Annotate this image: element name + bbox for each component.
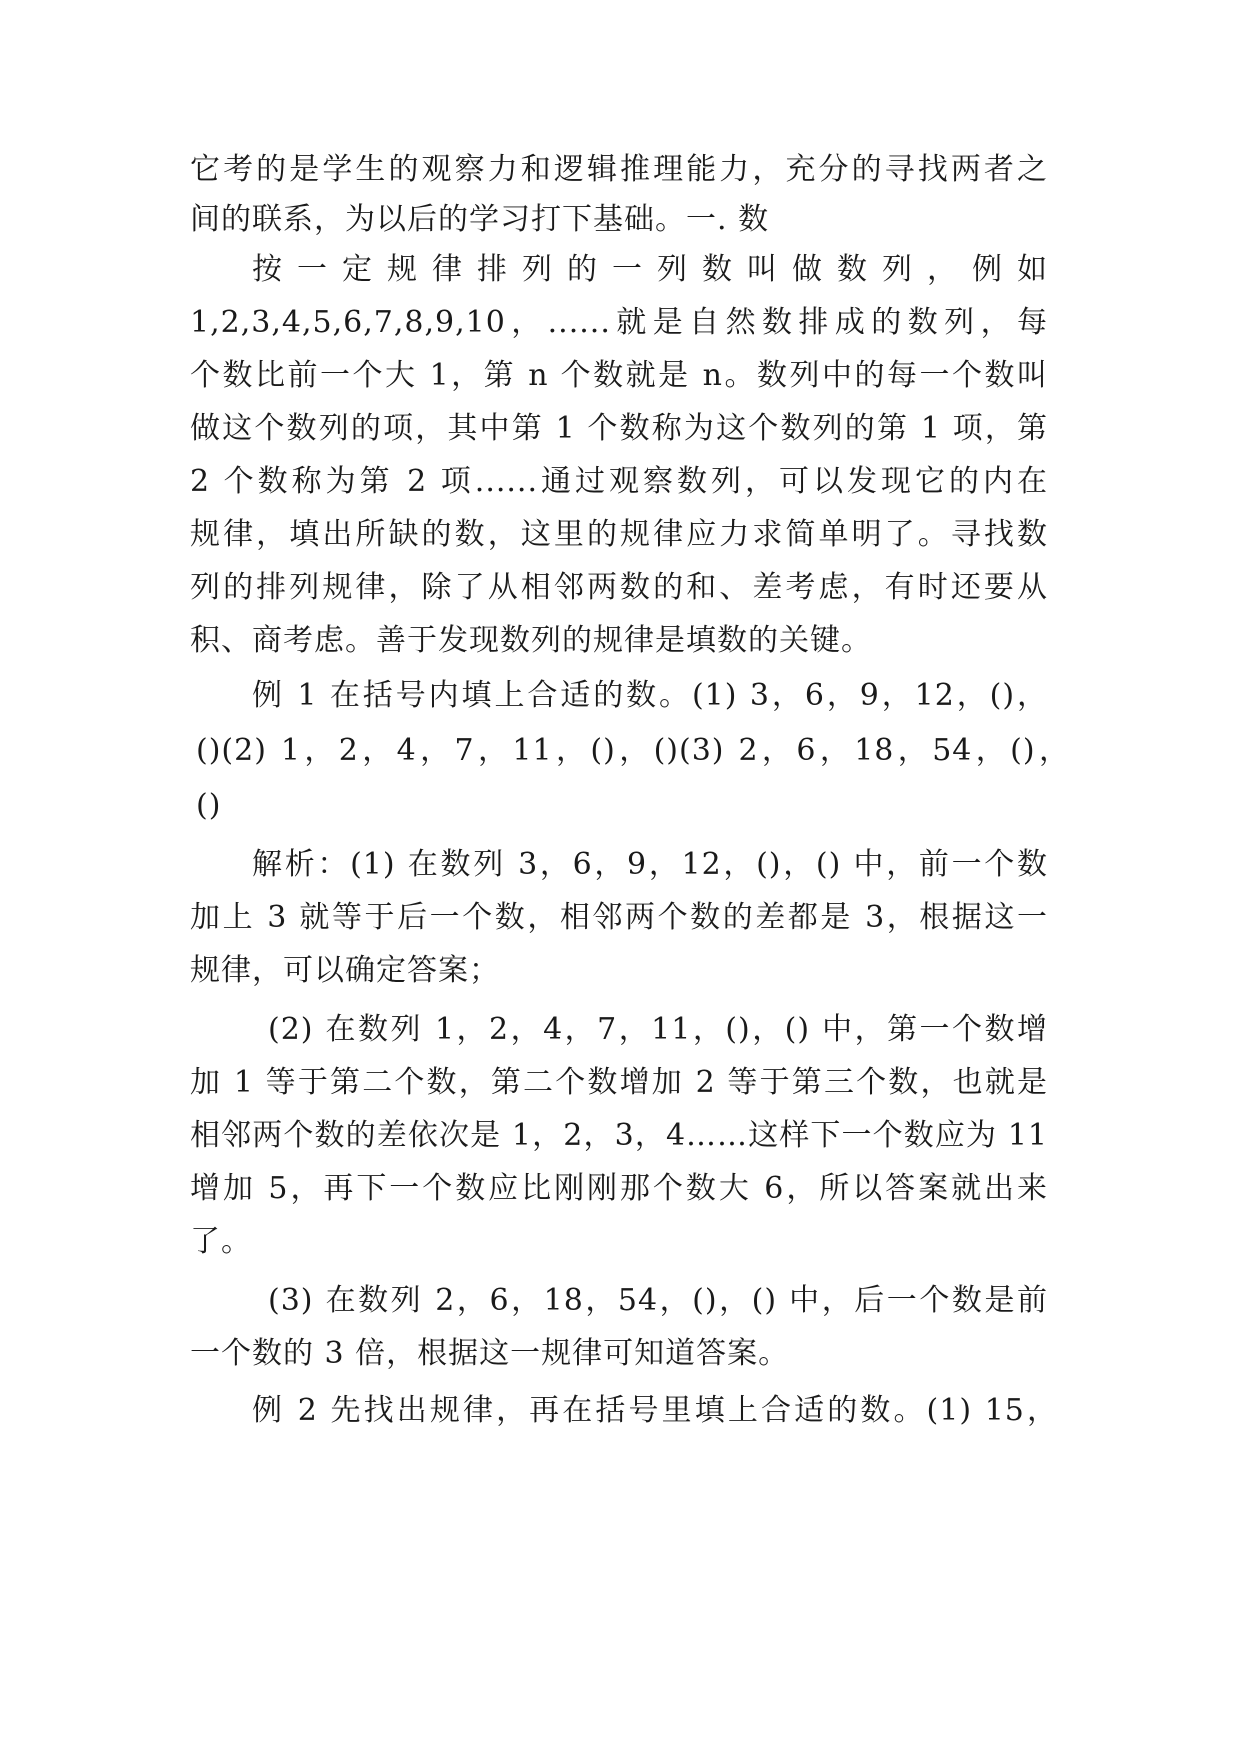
text-line: 一个数的 3 倍，根据这一规律可知道答案。 [190,1336,790,1371]
text-line: (3) 在数列 2，6，18，54，()，() 中，后一个数是前 [268,1283,1048,1318]
analysis-heading: 解析：(1) 在数列 3，6，9，12，()，() 中，前一个数 [252,847,1048,882]
text-line: 1,2,3,4,5,6,7,8,9,10，......就是自然数排成的数列，每 [190,305,1048,340]
text-line: 加上 3 就等于后一个数，相邻两个数的差都是 3，根据这一 [190,900,1048,935]
example-heading: 例 1 在括号内填上合适的数。(1) 3，6，9，12，()， [252,678,1048,713]
text-line: 积、商考虑。善于发现数列的规律是填数的关键。 [190,623,872,658]
text-line: (2) 在数列 1，2，4，7，11，()，() 中，第一个数增 [268,1012,1048,1047]
text-line: 个数比前一个大 1，第 n 个数就是 n。数列中的每一个数叫 [190,358,1048,393]
text-line: 规律，可以确定答案； [190,953,500,988]
text-line: 了。 [190,1224,252,1259]
text-line: 列的排列规律，除了从相邻两数的和、差考虑，有时还要从 [190,570,1048,605]
text-line: () [196,788,222,823]
text-line: 规律，填出所缺的数，这里的规律应力求简单明了。寻找数 [190,517,1048,552]
example-heading: 例 2 先找出规律，再在括号里填上合适的数。(1) 15， [252,1393,1058,1428]
text-line: 做这个数列的项，其中第 1 个数称为这个数列的第 1 项，第 [190,411,1048,446]
text-line: 它考的是学生的观察力和逻辑推理能力，充分的寻找两者之 [190,152,1048,187]
text-line: 加 1 等于第二个数，第二个数增加 2 等于第三个数，也就是 [190,1065,1048,1100]
text-line: 增加 5，再下一个数应比刚刚那个数大 6，所以答案就出来 [190,1171,1048,1206]
text-line: 2 个数称为第 2 项......通过观察数列，可以发现它的内在 [190,464,1048,499]
text-line: 按 一 定 规 律 排 列 的 一 列 数 叫 做 数 列 ， 例 如 [252,252,1048,287]
text-line: ()(2) 1，2，4，7，11，()，()(3) 2，6，18，54，()， [196,733,1070,768]
text-line: 相邻两个数的差依次是 1，2，3，4……这样下一个数应为 11 [190,1118,1048,1153]
text-line: 间的联系，为以后的学习打下基础。一. 数 [190,202,770,237]
